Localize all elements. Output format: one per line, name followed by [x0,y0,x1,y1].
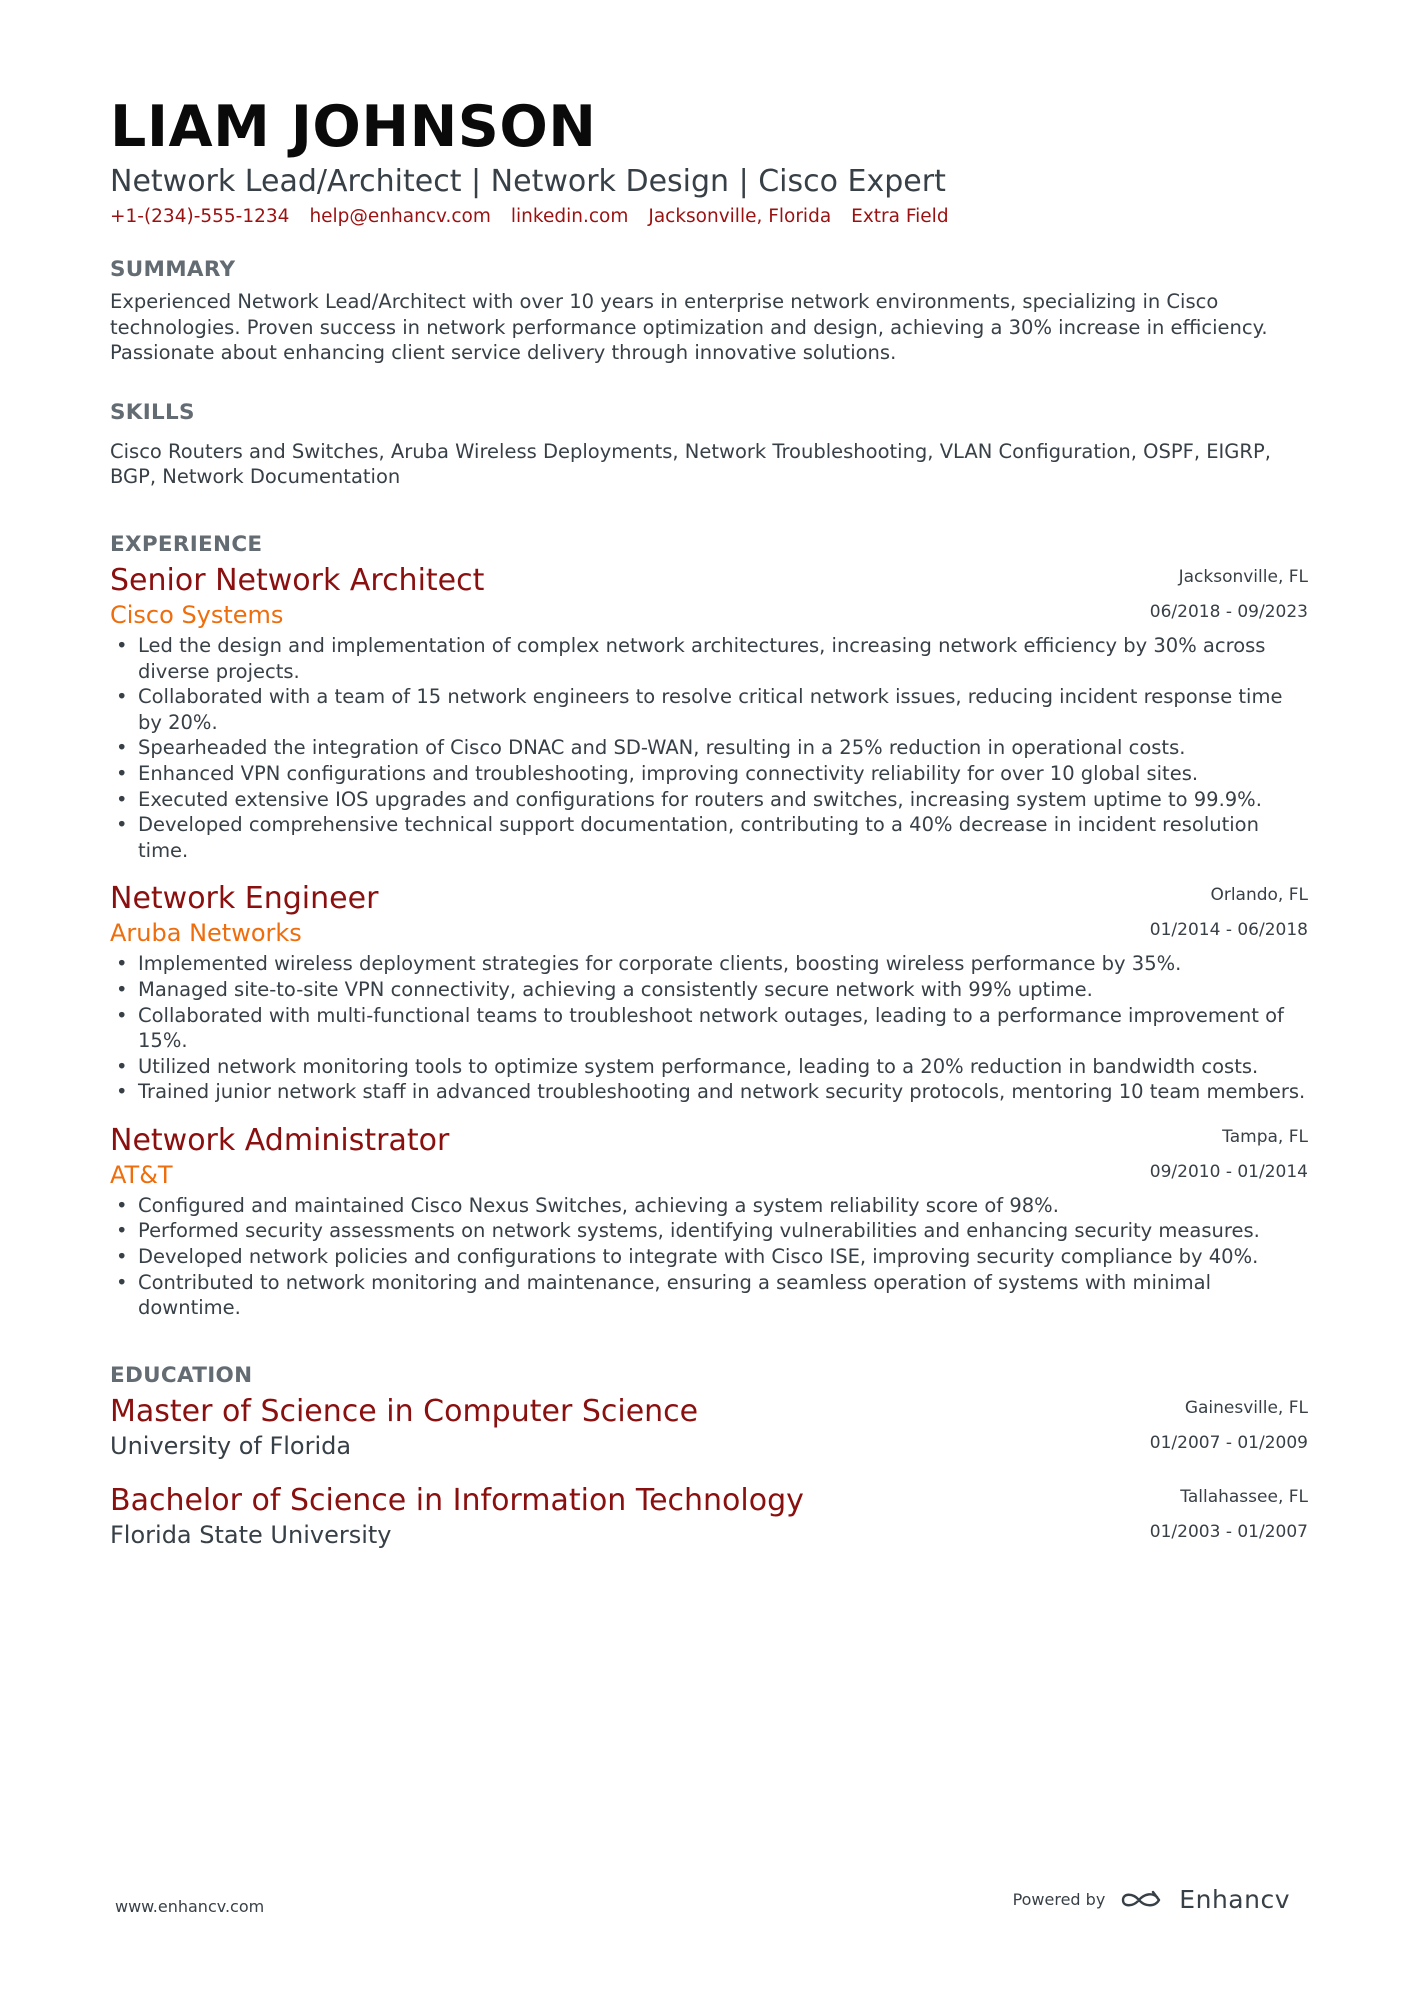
contact-email[interactable]: help@enhancv.com [309,206,491,227]
skills-title: SKILLS [110,399,195,425]
list-item: • Utilized network monitoring tools to optimize system performance, leading to a 20% reduction in bandwidth costs. [110,1054,1308,1080]
contact-row [110,204,1308,230]
entry-header [110,1483,1308,1551]
entry-degree: Bachelor of Science in Information Technology [110,1482,804,1518]
experience-title: EXPERIENCE [110,531,263,557]
entry-bullets [110,951,1308,1105]
entry-company: Cisco Systems [110,600,284,629]
entry-role: Network Administrator [110,1122,450,1158]
summary-text: Experienced Network Lead/Architect with over 10 years in enterprise network environments, specializing in Cisco technologies. Proven success in network performance optimization and design, achieving a 30% increase in efficiency. Passionate about enhancing client service delivery through innovative solutions. [110,290,1268,365]
entry-location: Orlando, FL [1210,885,1308,906]
skills-section [110,398,1308,490]
entry-dates: 06/2018 - 09/2023 [1149,601,1308,622]
resume-page [110,92,1308,1551]
list-item: • Led the design and implementation of complex network architectures, increasing network efficiency by 30% across diverse projects. [110,633,1308,684]
contact-phone[interactable]: +1-(234)-555-1234 [110,206,290,227]
entry-dates: 01/2014 - 06/2018 [1149,920,1308,941]
entry-bullets [110,633,1308,863]
list-item: • Enhanced VPN configurations and troubleshooting, improving connectivity reliability for over 10 global sites. [110,761,1308,787]
resume-header [110,92,1308,230]
list-item: • Performed security assessments on network systems, identifying vulnerabilities and enhancing security measures. [110,1218,1308,1244]
entry-dates: 09/2010 - 01/2014 [1149,1161,1308,1182]
entry-header [110,881,1308,949]
entry-dates: 01/2007 - 01/2009 [1149,1432,1308,1453]
list-item: • Collaborated with multi-functional teams to troubleshoot network outages, leading to a performance improvement of 15%. [110,1003,1308,1054]
list-item: • Contributed to network monitoring and maintenance, ensuring a seamless operation of systems with minimal downtime. [110,1270,1308,1321]
education-section [110,1361,1308,1551]
entry-location: Gainesville, FL [1184,1397,1308,1418]
list-item: • Developed network policies and configurations to integrate with Cisco ISE, improving security compliance by 40%. [110,1244,1308,1270]
candidate-headline: Network Lead/Architect | Network Design | Cisco Expert [110,164,946,199]
enhancv-brand-name[interactable]: Enhancv [1179,1885,1290,1914]
list-item: • Executed extensive IOS upgrades and configurations for routers and switches, increasing system uptime to 99.9%. [110,787,1308,813]
list-item: • Implemented wireless deployment strategies for corporate clients, boosting wireless performance by 35%. [110,951,1308,977]
list-item: • Collaborated with a team of 15 network engineers to resolve critical network issues, reducing incident response time by 20%. [110,684,1308,735]
entry-header [110,563,1308,631]
entry-bullets [110,1193,1308,1321]
entry-location: Tampa, FL [1222,1126,1308,1147]
entry-location: Jacksonville, FL [1178,566,1308,587]
entry-company: Aruba Networks [110,919,302,948]
entry-role: Network Engineer [110,881,379,917]
list-item: • Developed comprehensive technical support documentation, contributing to a 40% decrease in incident resolution time. [110,812,1308,863]
education-entry [110,1394,1308,1462]
footer-website[interactable]: www.enhancv.com [115,1897,265,1916]
experience-entry [110,881,1308,1105]
entry-company: AT&T [110,1160,173,1189]
entry-school: University of Florida [110,1431,352,1460]
entry-header [110,1394,1308,1462]
entry-header [110,1123,1308,1191]
education-entry [110,1483,1308,1551]
list-item: • Trained junior network staff in advanced troubleshooting and network security protocols, mentoring 10 team members. [110,1079,1308,1105]
entry-role: Senior Network Architect [110,562,485,598]
enhancv-logo-icon [1119,1888,1165,1912]
education-title: EDUCATION [110,1362,253,1388]
entry-school: Florida State University [110,1520,392,1549]
skills-text: Cisco Routers and Switches, Aruba Wireless Deployments, Network Troubleshooting, VLAN Configuration, OSPF, EIGRP, BGP, Network Documentation [110,439,1271,489]
contact-linkedin[interactable]: linkedin.com [510,206,629,227]
experience-section [110,530,1308,1321]
list-item: • Spearheaded the integration of Cisco DNAC and SD-WAN, resulting in a 25% reduction in operational costs. [110,735,1308,761]
entry-degree: Master of Science in Computer Science [110,1393,699,1429]
list-item: • Managed site-to-site VPN connectivity, achieving a consistently secure network with 99% uptime. [110,977,1308,1003]
experience-entry [110,563,1308,863]
experience-entry [110,1123,1308,1321]
summary-section [110,255,1308,366]
entry-location: Tallahassee, FL [1180,1486,1308,1507]
entry-dates: 01/2003 - 01/2007 [1149,1521,1308,1542]
summary-title: SUMMARY [110,257,236,282]
list-item: • Configured and maintained Cisco Nexus Switches, achieving a system reliability score of 98%. [110,1193,1308,1219]
powered-by-label: Powered by [1012,1890,1106,1909]
contact-location: Jacksonville, Florida [648,206,832,227]
contact-extra-field: Extra Field [851,206,949,227]
candidate-name: LIAM JOHNSON [110,94,597,160]
footer-branding [1013,1885,1290,1914]
